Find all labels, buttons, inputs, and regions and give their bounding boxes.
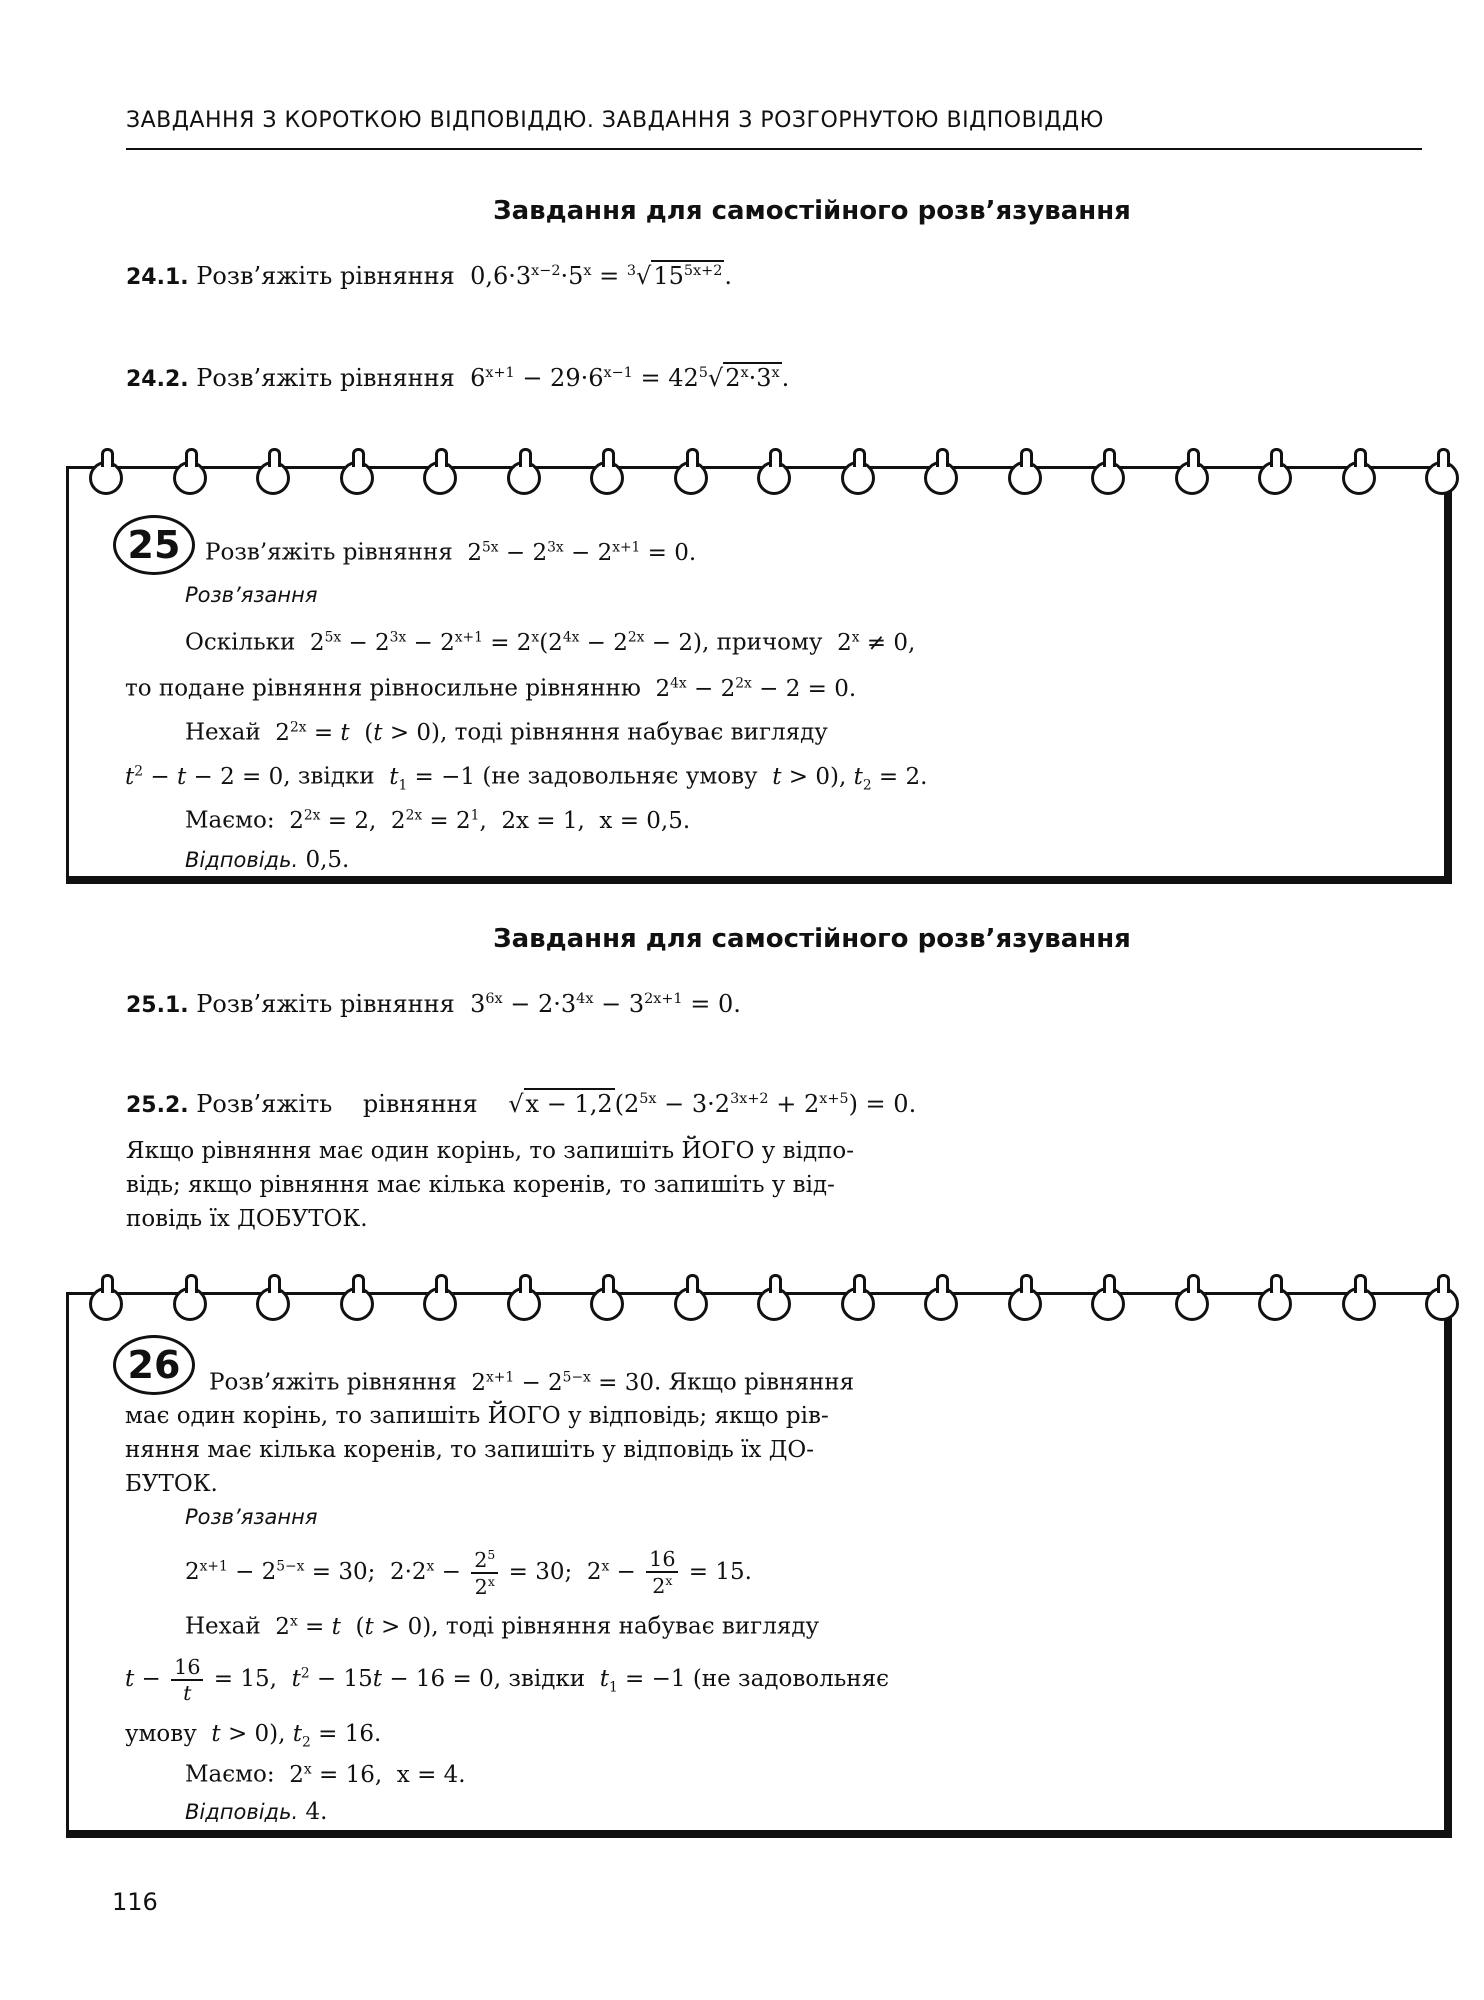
equation: $2^{x+1} - 2^{5-x} = 30$ bbox=[464, 1369, 654, 1396]
ring-icon bbox=[1342, 1287, 1376, 1321]
text: Маємо: bbox=[185, 807, 275, 834]
note-line: Якщо рівняння має один корінь, то запишіть ЙОГО у відпо- bbox=[126, 1138, 855, 1164]
equation: $2^{4x} - 2^{2x} - 2 = 0$. bbox=[648, 675, 857, 702]
task-number: 25.2. bbox=[126, 1093, 189, 1118]
equation: $0,6\cdot 3^{x-2}\cdot 5^x = ^3√15^{5x+2}$. bbox=[462, 262, 733, 290]
solution-line-2 bbox=[185, 1613, 819, 1640]
text: (не задовольняє умову bbox=[482, 763, 758, 790]
task-25-1 bbox=[126, 990, 741, 1018]
equation: $t_1 = -1$ bbox=[389, 763, 483, 794]
equation: $t_1 = -1$ bbox=[599, 1666, 693, 1696]
task-25-2-note bbox=[126, 1134, 926, 1236]
task-25-2 bbox=[126, 1090, 916, 1118]
equation: $2^x = 16$, x = 4. bbox=[281, 1761, 466, 1788]
task-number: 24.1. bbox=[126, 265, 189, 290]
ring-icon bbox=[1008, 1287, 1042, 1321]
ring-icon bbox=[89, 1287, 123, 1321]
answer-line bbox=[185, 847, 349, 873]
statement-line-3: няння має кілька коренів, то запишіть у відповідь їх ДО- bbox=[125, 1437, 815, 1463]
card-task-26 bbox=[66, 1292, 1452, 1838]
solution-line-4 bbox=[125, 1721, 381, 1751]
solution-line-5 bbox=[185, 807, 690, 834]
equation: $2^{x+1} - 2^{5-x} = 30$; $2\cdot 2^x$ − $\frac{2^5}{2^x}$ = 30; $2^x$ − $\frac{16}{2^x}$ = 15. bbox=[185, 1547, 752, 1599]
statement-text: Розв’яжіть рівняння bbox=[209, 1369, 457, 1396]
section-title-2: Завдання для самостійного розв’язування bbox=[493, 924, 1131, 954]
task-number: 24.2. bbox=[126, 367, 189, 392]
ring-icon bbox=[924, 461, 958, 495]
ring-icon bbox=[924, 1287, 958, 1321]
statement bbox=[205, 539, 696, 566]
equation: t > 0), $t_2 = 16$. bbox=[211, 1721, 382, 1751]
text: , звідки bbox=[283, 763, 375, 790]
ring-icon bbox=[256, 461, 290, 495]
equation: $2^x = t$ (t > 0) bbox=[268, 1613, 432, 1640]
ring-icon bbox=[1175, 461, 1209, 495]
ring-icon bbox=[841, 1287, 875, 1321]
solution-line-4 bbox=[125, 763, 927, 793]
ring-icon bbox=[1175, 1287, 1209, 1321]
text: , причому bbox=[701, 629, 823, 656]
notebook-rings bbox=[89, 447, 1459, 497]
equation: $t^2 - t - 2 = 0$ bbox=[125, 763, 284, 790]
text: , звідки bbox=[493, 1666, 586, 1692]
task-24-1 bbox=[126, 262, 732, 290]
ring-icon bbox=[1091, 1287, 1125, 1321]
text: Нехай bbox=[185, 1613, 261, 1640]
ring-icon bbox=[1258, 461, 1292, 495]
task-text-2: рівняння bbox=[362, 1090, 478, 1118]
equation: $3^{6x} - 2\cdot 3^{4x} - 3^{2x+1} = 0$. bbox=[462, 990, 741, 1018]
equation: t > 0), $t_2 = 2$. bbox=[772, 763, 928, 794]
equation: $2^{2x} = t$ (t > 0) bbox=[268, 719, 441, 746]
solution-line-2 bbox=[125, 675, 856, 702]
ring-icon bbox=[507, 1287, 541, 1321]
ring-icon bbox=[423, 461, 457, 495]
answer-line bbox=[185, 1799, 327, 1825]
solution-line-3 bbox=[125, 1655, 889, 1705]
equation: $2^{5x} - 2^{3x} - 2^{x+1} = 0$. bbox=[460, 539, 697, 566]
equation: $2^{2x} = 2$, $2^{2x} = 2^1$, 2x = 1, x = 0,5. bbox=[281, 807, 691, 834]
statement-text: . Якщо рівняння bbox=[653, 1369, 855, 1396]
statement bbox=[209, 1369, 854, 1396]
text: Оскільки bbox=[185, 629, 296, 656]
statement-text: Розв’яжіть рівняння bbox=[205, 539, 453, 566]
ring-icon bbox=[89, 461, 123, 495]
solution-label: Розв’язання bbox=[185, 1505, 318, 1529]
ring-icon bbox=[1091, 461, 1125, 495]
text: умову bbox=[125, 1721, 197, 1747]
equation: $2^{5x} - 2^{3x} - 2^{x+1} = 2^x(2^{4x} - 2^{2x} - 2)$ bbox=[302, 629, 702, 656]
ring-icon bbox=[256, 1287, 290, 1321]
text: то подане рівняння рівносильне рівнянню bbox=[125, 675, 641, 702]
ring-icon bbox=[1008, 461, 1042, 495]
answer-value: 4. bbox=[305, 1799, 328, 1825]
task-number: 25.1. bbox=[126, 993, 189, 1018]
task-text: Розв’яжіть рівняння bbox=[196, 990, 455, 1018]
text: Нехай bbox=[185, 719, 261, 746]
section-title-1: Завдання для самостійного розв’язування bbox=[493, 196, 1131, 226]
equation: $√x - 1,2(2^{5x} - 3\cdot 2^{3x+2} + 2^{x+5}) = 0$. bbox=[485, 1090, 917, 1118]
solution-line-3 bbox=[185, 719, 828, 746]
task-number-badge: 25 bbox=[113, 515, 195, 575]
notebook-rings bbox=[89, 1273, 1459, 1323]
ring-icon bbox=[757, 461, 791, 495]
ring-icon bbox=[173, 461, 207, 495]
equation: t − $\frac{16}{t}$ = 15, $t^2 - 15t - 16 = 0$ bbox=[125, 1655, 494, 1705]
ring-icon bbox=[423, 1287, 457, 1321]
statement-line-2: має один корінь, то запишіть ЙОГО у відповідь; якщо рів- bbox=[125, 1403, 829, 1429]
ring-icon bbox=[674, 461, 708, 495]
solution-line-1 bbox=[185, 1547, 752, 1599]
page-number: 116 bbox=[112, 1888, 158, 1916]
equation: $6^{x+1} - 29\cdot 6^{x-1} = 42^5√2^x\cdot 3^x$. bbox=[462, 364, 790, 392]
text: (не задовольняє bbox=[692, 1666, 889, 1692]
note-line: повідь їх ДОБУТОК. bbox=[126, 1206, 368, 1232]
ring-icon bbox=[1258, 1287, 1292, 1321]
answer-label: Відповідь. bbox=[185, 848, 299, 872]
answer-value: 0,5. bbox=[305, 847, 350, 873]
note-line: відь; якщо рівняння має кілька коренів, то запишіть у від- bbox=[126, 1172, 835, 1198]
task-text: Розв’яжіть рівняння bbox=[196, 364, 455, 392]
page-header: ЗАВДАННЯ З КОРОТКОЮ ВІДПОВІДДЮ. ЗАВДАННЯ З РОЗГОРНУТОЮ ВІДПОВІДДЮ bbox=[126, 108, 1422, 150]
solution-line-1 bbox=[185, 629, 915, 656]
task-text: Розв’яжіть рівняння bbox=[196, 262, 455, 290]
ring-icon bbox=[340, 461, 374, 495]
ring-icon bbox=[1342, 461, 1376, 495]
task-24-2 bbox=[126, 364, 789, 392]
ring-icon bbox=[507, 461, 541, 495]
ring-icon bbox=[1425, 461, 1459, 495]
text: , тоді рівняння набуває вигляду bbox=[440, 719, 828, 746]
solution-line-5 bbox=[185, 1761, 466, 1788]
ring-icon bbox=[340, 1287, 374, 1321]
equation: $2^x \ne 0$, bbox=[829, 629, 916, 656]
ring-icon bbox=[1425, 1287, 1459, 1321]
text: Маємо: bbox=[185, 1761, 275, 1788]
answer-label: Відповідь. bbox=[185, 1800, 299, 1824]
text: , тоді рівняння набуває вигляду bbox=[431, 1613, 820, 1640]
solution-label: Розв’язання bbox=[185, 583, 318, 607]
card-task-25 bbox=[66, 466, 1452, 884]
statement-line-4: БУТОК. bbox=[125, 1471, 218, 1497]
ring-icon bbox=[674, 1287, 708, 1321]
ring-icon bbox=[757, 1287, 791, 1321]
task-text: Розв’яжіть bbox=[196, 1090, 333, 1118]
ring-icon bbox=[173, 1287, 207, 1321]
ring-icon bbox=[590, 461, 624, 495]
ring-icon bbox=[841, 461, 875, 495]
ring-icon bbox=[590, 1287, 624, 1321]
task-number-badge: 26 bbox=[113, 1335, 195, 1395]
